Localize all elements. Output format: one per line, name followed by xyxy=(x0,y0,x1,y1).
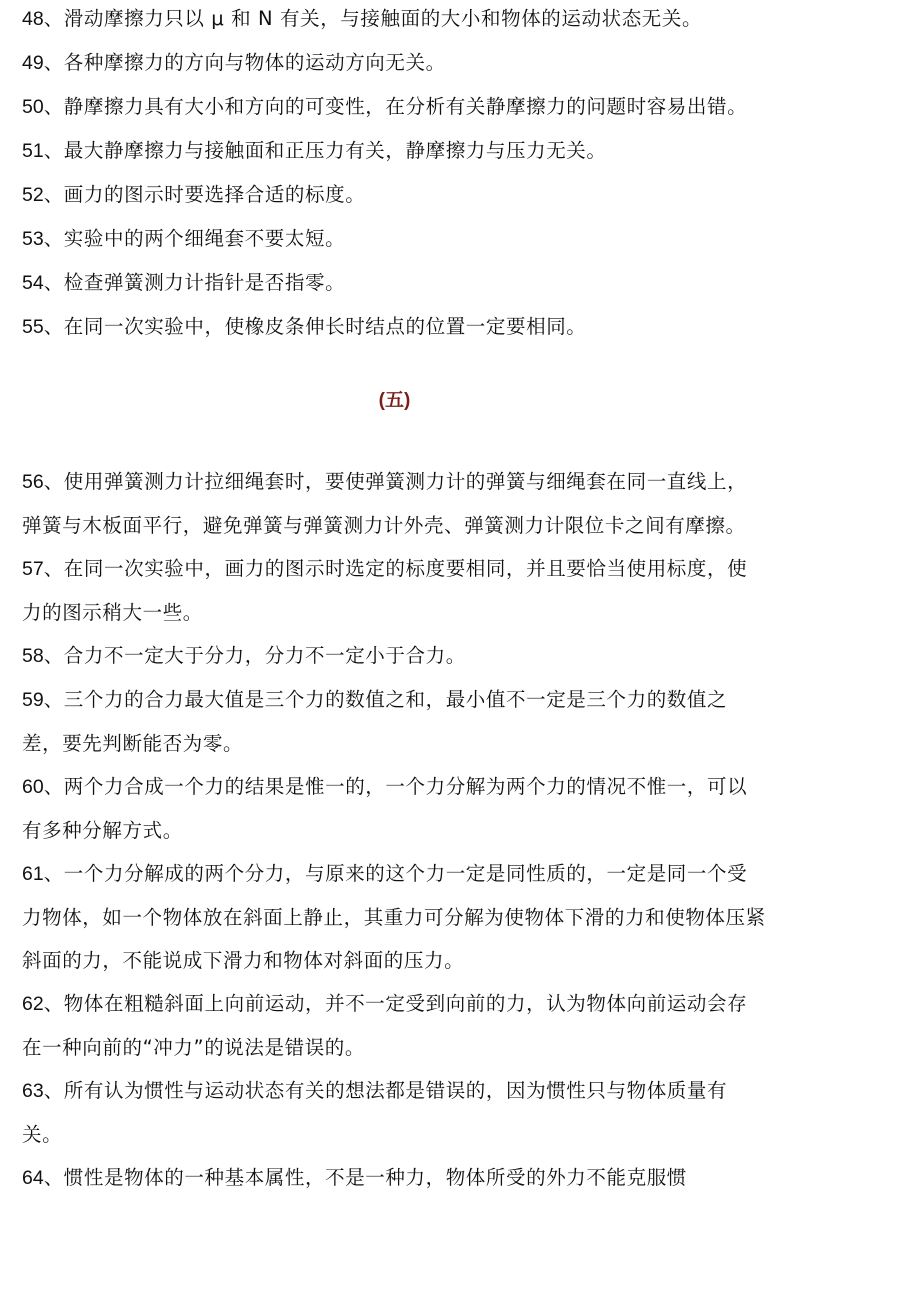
item-text: 、静摩擦力具有大小和方向的可变性，在分析有关静摩擦力的问题时容易出错。 xyxy=(43,95,748,118)
item-text: 、三个力的合力最大值是三个力的数值之和，最小值不一定是三个力的数值之差，要先判断能否为零。 xyxy=(22,688,728,755)
list-item xyxy=(22,217,767,261)
list-item xyxy=(22,85,767,129)
list-item xyxy=(22,1069,767,1156)
list-item xyxy=(22,41,767,85)
list-item xyxy=(22,982,767,1069)
items-before-section xyxy=(22,0,767,349)
item-number: 48 xyxy=(22,8,44,30)
section-heading: (五) xyxy=(378,390,411,411)
item-number: 60 xyxy=(22,776,44,798)
list-item xyxy=(22,765,767,852)
item-text: 、所有认为惯性与运动状态有关的想法都是错误的，因为惯性只与物体质量有关。 xyxy=(22,1079,728,1146)
list-item xyxy=(22,261,767,305)
item-number: 63 xyxy=(22,1080,44,1102)
item-text: 、检查弹簧测力计指针是否指零。 xyxy=(43,271,346,294)
item-number: 53 xyxy=(22,228,44,250)
list-item xyxy=(22,129,767,173)
item-text: 、画力的图示时要选择合适的标度。 xyxy=(43,183,366,206)
item-number: 57 xyxy=(22,558,44,580)
item-text: 、在同一次实验中，使橡皮条伸长时结点的位置一定要相同。 xyxy=(43,315,587,338)
item-text: 、物体在粗糙斜面上向前运动，并不一定受到向前的力，认为物体向前运动会存在一种向前的“冲力”的说法是错误的。 xyxy=(22,992,748,1059)
item-number: 54 xyxy=(22,272,44,294)
item-text: 、实验中的两个细绳套不要太短。 xyxy=(43,227,346,250)
item-number: 64 xyxy=(22,1167,44,1189)
item-number: 52 xyxy=(22,184,44,206)
item-text: 、合力不一定大于分力，分力不一定小于合力。 xyxy=(43,644,466,667)
list-item xyxy=(22,173,767,217)
list-item xyxy=(22,0,767,41)
list-item xyxy=(22,460,767,547)
item-number: 61 xyxy=(22,863,44,885)
item-text: 、各种摩擦力的方向与物体的运动方向无关。 xyxy=(43,51,446,74)
item-text: 、在同一次实验中，画力的图示时选定的标度要相同，并且要恰当使用标度，使力的图示稍大一些。 xyxy=(22,557,748,624)
list-item xyxy=(22,852,767,982)
list-item xyxy=(22,634,767,678)
list-item xyxy=(22,547,767,634)
item-text: 、最大静摩擦力与接触面和正压力有关，静摩擦力与压力无关。 xyxy=(43,139,607,162)
item-number: 59 xyxy=(22,689,44,711)
document-page xyxy=(22,0,767,1200)
list-item xyxy=(22,678,767,765)
item-number: 49 xyxy=(22,52,44,74)
list-item xyxy=(22,305,767,349)
list-item xyxy=(22,1156,767,1200)
item-text: 、使用弹簧测力计拉细绳套时，要使弹簧测力计的弹簧与细绳套在同一直线上，弹簧与木板面平行，避免弹簧与弹簧测力计外壳、弹簧测力计限位卡之间有摩擦。 xyxy=(22,470,748,537)
item-text: 、一个力分解成的两个分力，与原来的这个力一定是同性质的，一定是同一个受力物体，如一个物体放在斜面上静止，其重力可分解为使物体下滑的力和使物体压紧斜面的力，不能说成下滑力和物体对斜面的压力。 xyxy=(22,862,766,972)
item-number: 51 xyxy=(22,140,44,162)
item-number: 58 xyxy=(22,645,44,667)
items-after-section xyxy=(22,460,767,1200)
item-text: 、两个力合成一个力的结果是惟一的，一个力分解为两个力的情况不惟一，可以有多种分解方式。 xyxy=(22,775,748,842)
item-number: 56 xyxy=(22,471,44,493)
item-number: 50 xyxy=(22,96,44,118)
bottom-fade-overlay xyxy=(517,1257,897,1303)
item-number: 62 xyxy=(22,993,44,1015)
item-text: 、滑动摩擦力只以 μ 和 N 有关，与接触面的大小和物体的运动状态无关。 xyxy=(43,7,703,30)
item-text: 、惯性是物体的一种基本属性，不是一种力，物体所受的外力不能克服惯 xyxy=(43,1166,687,1189)
item-number: 55 xyxy=(22,316,44,338)
